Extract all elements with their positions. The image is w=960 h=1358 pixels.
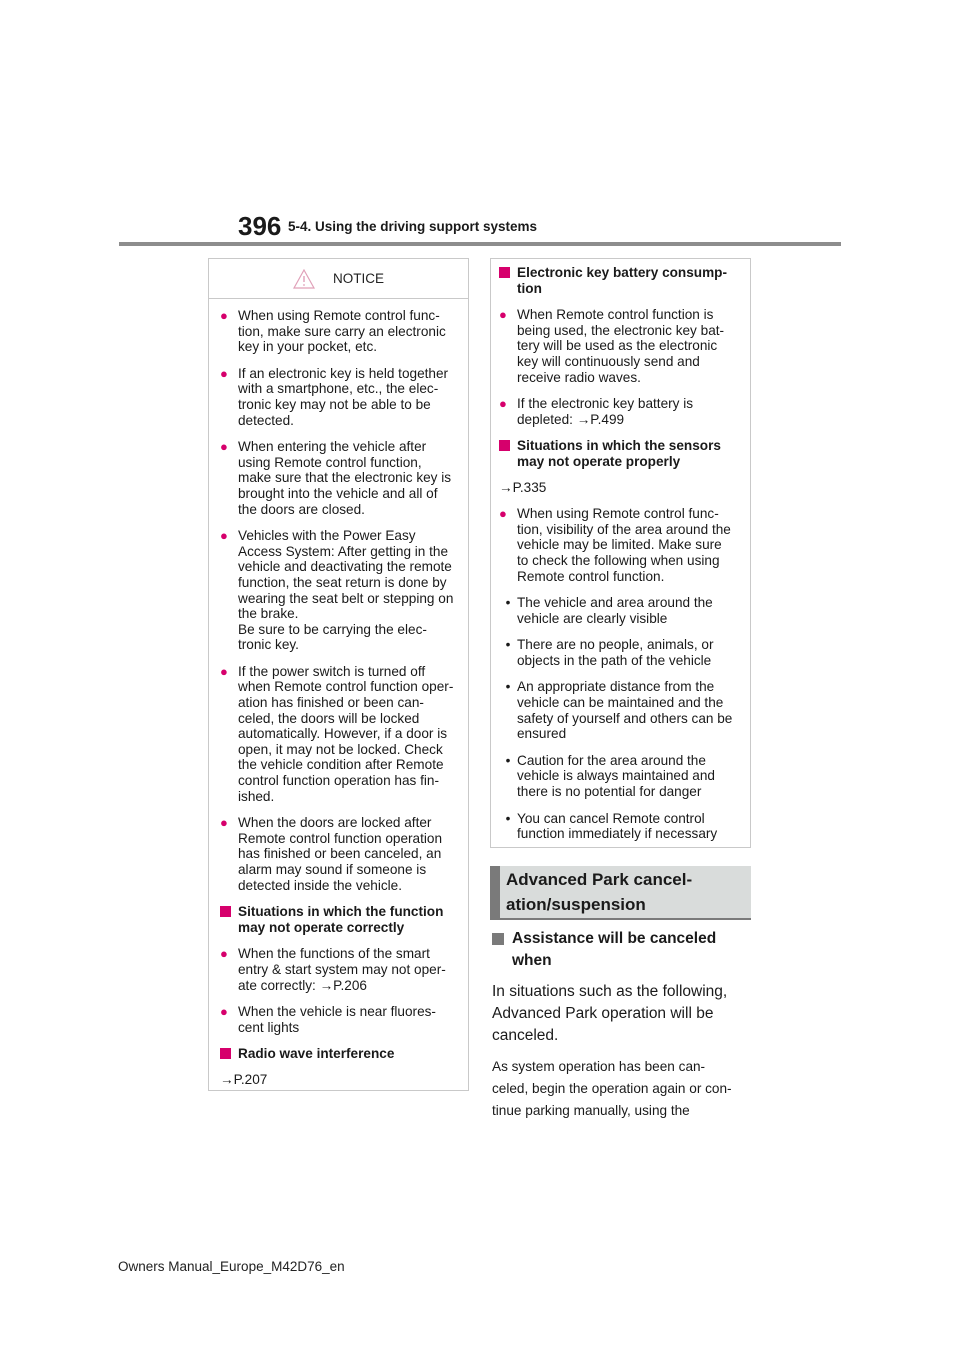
body-paragraph: In situations such as the following, Advanced Park operation will be canceled.	[492, 983, 728, 1044]
bullet-item	[499, 506, 742, 584]
dot-list-item	[499, 595, 742, 626]
bullet-dot-icon: ●	[220, 663, 228, 679]
bullet-dot-icon: ●	[220, 815, 228, 831]
section-heading-box	[490, 866, 751, 920]
small-dot-icon: •	[505, 595, 511, 611]
bullet-text: When entering the vehicle after using Remote control function, make sure that the electronic key is brought into the vehicle and all of the doors are closed.	[238, 439, 452, 517]
subheading-text: Situations in which the sensors may not operate properly	[517, 438, 721, 469]
small-dot-icon: •	[505, 637, 511, 653]
subheading-text: Situations in which the function may not operate correctly	[238, 904, 444, 935]
page-reference: →P.207	[220, 1071, 268, 1087]
notice-box	[208, 258, 469, 1091]
notice-items	[220, 308, 460, 1088]
small-dot-icon: •	[505, 810, 511, 826]
notice-label: NOTICE	[332, 271, 384, 286]
bullet-dot-icon: ●	[499, 307, 507, 323]
dot-list-text: Caution for the area around the vehicle is always maintained and there is no potential for danger	[517, 752, 715, 800]
bullet-text: When the vehicle is near fluores- cent lights	[238, 1004, 436, 1035]
body-area	[492, 928, 752, 1122]
subheading	[220, 904, 460, 935]
dot-list-text: An appropriate distance from the vehicle can be maintained and the safety of yourself and others can be ensured	[517, 679, 733, 742]
square-bullet-icon	[220, 906, 231, 917]
dot-list-item	[499, 753, 742, 800]
header-rule	[119, 242, 841, 246]
warning-triangle-icon	[293, 269, 315, 289]
bullet-text: When Remote control function is being used, the electronic key bat- tery will be used as the electronic key will continuously send and receive radio waves.	[517, 307, 725, 385]
bullet-item	[220, 528, 460, 653]
square-bullet-icon	[499, 440, 510, 451]
bullet-item	[220, 1004, 460, 1035]
body-subheading	[492, 928, 752, 972]
dot-list-text: There are no people, animals, or objects in the path of the vehicle	[517, 637, 714, 668]
bullet-text: When using Remote control func- tion, make sure carry an electronic key in your pocket, etc.	[238, 308, 446, 355]
footer: Owners Manual_Europe_M42D76_en	[118, 1259, 345, 1274]
notice-header	[209, 259, 468, 299]
subheading-text: Radio wave interference	[238, 1046, 395, 1062]
bullet-item	[220, 815, 460, 893]
section-title: 5-4. Using the driving support systems	[288, 219, 538, 234]
subheading	[499, 438, 742, 469]
bullet-text: If the power switch is turned off when Remote control function oper- ation has finished or been can- celed, the doors will be locked automatically. However, if a door is open, it may not be locked. Check the vehicle condition after Remote control function operation has fin- ished.	[238, 663, 454, 804]
bullet-text: When using Remote control func- tion, visibility of the area around the vehicle may be limited. Make sure to check the following when using Remote control function.	[517, 506, 731, 584]
bullet-dot-icon: ●	[220, 946, 228, 962]
bullet-dot-icon: ●	[220, 365, 228, 381]
dot-list-item	[499, 679, 742, 741]
bullet-dot-icon: ●	[220, 1004, 228, 1020]
bullet-item	[220, 308, 460, 355]
bullet-dot-icon: ●	[499, 396, 507, 412]
body-small-paragraph: As system operation has been can- celed, begin the operation again or con- tinue parking manually, using the	[492, 1059, 732, 1118]
dot-list-text: You can cancel Remote control function immediately if necessary	[517, 810, 718, 842]
info-box	[490, 258, 751, 848]
page-number: 396	[238, 211, 282, 241]
bullet-item	[220, 366, 460, 428]
page-reference: →P.335	[499, 479, 547, 495]
dot-list-item	[499, 811, 742, 842]
square-bullet-icon	[499, 267, 510, 278]
body-subheading-text: Assistance will be canceled when	[512, 930, 717, 969]
bullet-text: Vehicles with the Power Easy Access System: After getting in the vehicle and deactivating the remote function, the seat return is done by wearing the seat belt or stepping on the brake. Be sure to be carrying the elec- tronic key.	[238, 528, 454, 653]
bullet-dot-icon: ●	[220, 308, 228, 323]
bullet-text: If the electronic key battery is depleted: →P.499	[517, 396, 694, 427]
bullet-item	[499, 307, 742, 385]
section-heading: Advanced Park cancel- ation/suspension	[506, 870, 693, 914]
subheading	[220, 1046, 460, 1062]
small-dot-icon: •	[505, 752, 511, 768]
bullet-dot-icon: ●	[220, 528, 228, 544]
info-items	[499, 265, 742, 842]
dot-list-item	[499, 637, 742, 668]
subheading-text: Electronic key battery consump- tion	[517, 265, 728, 296]
bullet-dot-icon: ●	[499, 506, 507, 522]
subheading	[499, 265, 742, 296]
bullet-item	[220, 946, 460, 993]
bullet-item	[220, 439, 460, 517]
square-bullet-icon	[220, 1048, 231, 1059]
bullet-text: When the functions of the smart entry & start system may not oper- ate correctly: →P.206	[238, 946, 446, 993]
dot-list-text: The vehicle and area around the vehicle are clearly visible	[517, 595, 713, 626]
square-bullet-icon	[492, 933, 504, 945]
small-dot-icon: •	[505, 679, 511, 695]
bullet-item	[499, 396, 742, 427]
bullet-text: When the doors are locked after Remote control function operation has finished or been canceled, an alarm may sound if someone is detected inside the vehicle.	[238, 815, 443, 893]
bullet-dot-icon: ●	[220, 439, 228, 455]
bullet-item	[220, 664, 460, 804]
bullet-text: If an electronic key is held together with a smartphone, etc., the elec- tronic key may not be able to be detected.	[238, 365, 449, 428]
